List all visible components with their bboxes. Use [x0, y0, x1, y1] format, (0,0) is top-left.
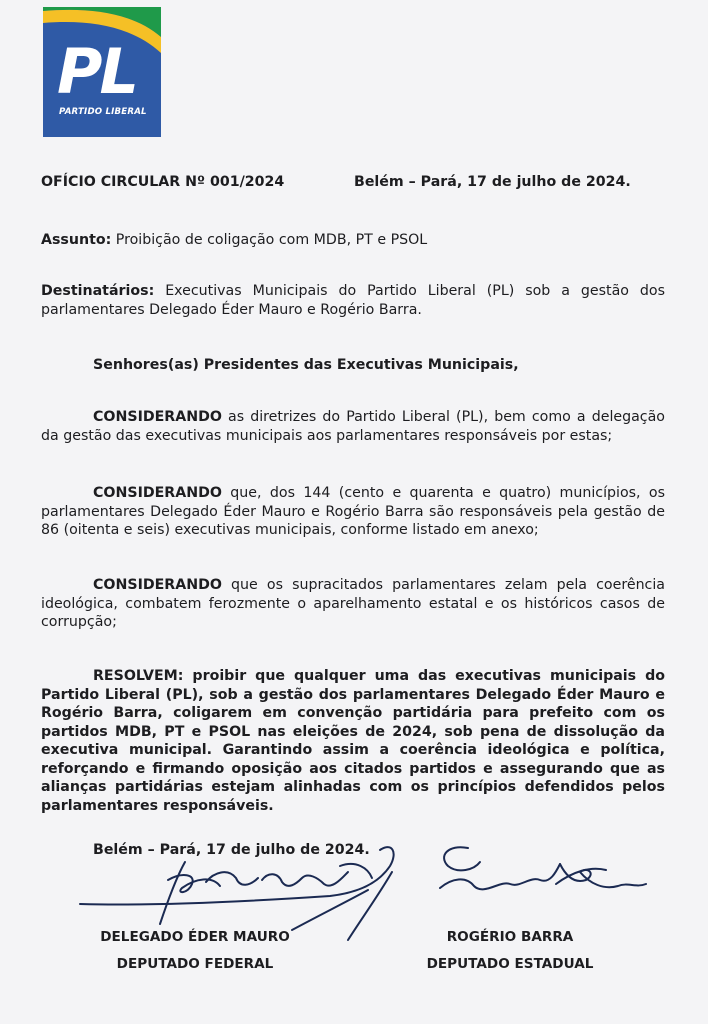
destinatarios-paragraph	[41, 282, 665, 319]
considerando-text: que, dos 144 (cento e quarenta e quatro) municípios, os parlamentares Delegado Éder Mauro e Rogério Barra são responsáveis pela gestão de 86 (oitenta e seis) executivas municipais, conforme listado em anexo;	[41, 485, 665, 538]
signatory-2-role: DEPUTADO ESTADUAL	[426, 956, 594, 972]
considerando-label: CONSIDERANDO	[93, 577, 222, 593]
assunto-line	[41, 231, 427, 249]
party-logo	[43, 7, 161, 137]
considerando-paragraph-2	[41, 484, 665, 540]
closing-place-date: Belém – Pará, 17 de julho de 2024.	[93, 842, 370, 858]
logo-subtitle: PARTIDO LIBERAL	[59, 107, 147, 117]
considerando-text: as diretrizes do Partido Liberal (PL), bem como a delegação da gestão das executivas municipais aos parlamentares responsáveis por estas;	[41, 409, 665, 444]
signatory-2-name: ROGÉRIO BARRA	[446, 929, 574, 945]
assunto-label: Assunto:	[41, 232, 112, 248]
header-place-date: Belém – Pará, 17 de julho de 2024.	[354, 174, 631, 190]
considerando-paragraph-3	[41, 576, 665, 632]
considerando-label: CONSIDERANDO	[93, 409, 222, 425]
destinatarios-text: Executivas Municipais do Partido Liberal (PL) sob a gestão dos parlamentares Delegado Éder Mauro e Rogério Barra.	[41, 283, 665, 318]
signatory-1-role: DEPUTADO FEDERAL	[116, 956, 274, 972]
signatory-1-name: DELEGADO ÉDER MAURO	[100, 929, 290, 945]
assunto-text: Proibição de coligação com MDB, PT e PSOL	[111, 232, 428, 248]
logo-letters: PL	[57, 35, 136, 108]
considerando-paragraph-1	[41, 408, 665, 445]
salutation: Senhores(as) Presidentes das Executivas Municipais,	[93, 357, 519, 373]
destinatarios-label: Destinatários:	[41, 283, 155, 299]
considerando-text: que os supracitados parlamentares zelam pela coerência ideológica, combatem ferozmente o aparelhamento estatal e os históricos casos de corrupção;	[41, 577, 665, 630]
oficio-number: OFÍCIO CIRCULAR Nº 001/2024	[41, 174, 285, 190]
considerando-label: CONSIDERANDO	[93, 485, 222, 501]
resolvem-paragraph: RESOLVEM: proibir que qualquer uma das executivas municipais do Partido Liberal (PL), sob a gestão dos parlamentares Delegado Éder Mauro e Rogério Barra, coligarem em convenção partidária para prefeito com os partidos MDB, PT e PSOL nas eleições de 2024, sob pena de dissolução da executiva municipal. Garantindo assim a coerência ideológica e política, reforçando e firmando oposição aos citados partidos e assegurando que as alianças partidárias estejam alinhadas com os princípios defendidos pelos parlamentares responsáveis.	[41, 668, 665, 814]
